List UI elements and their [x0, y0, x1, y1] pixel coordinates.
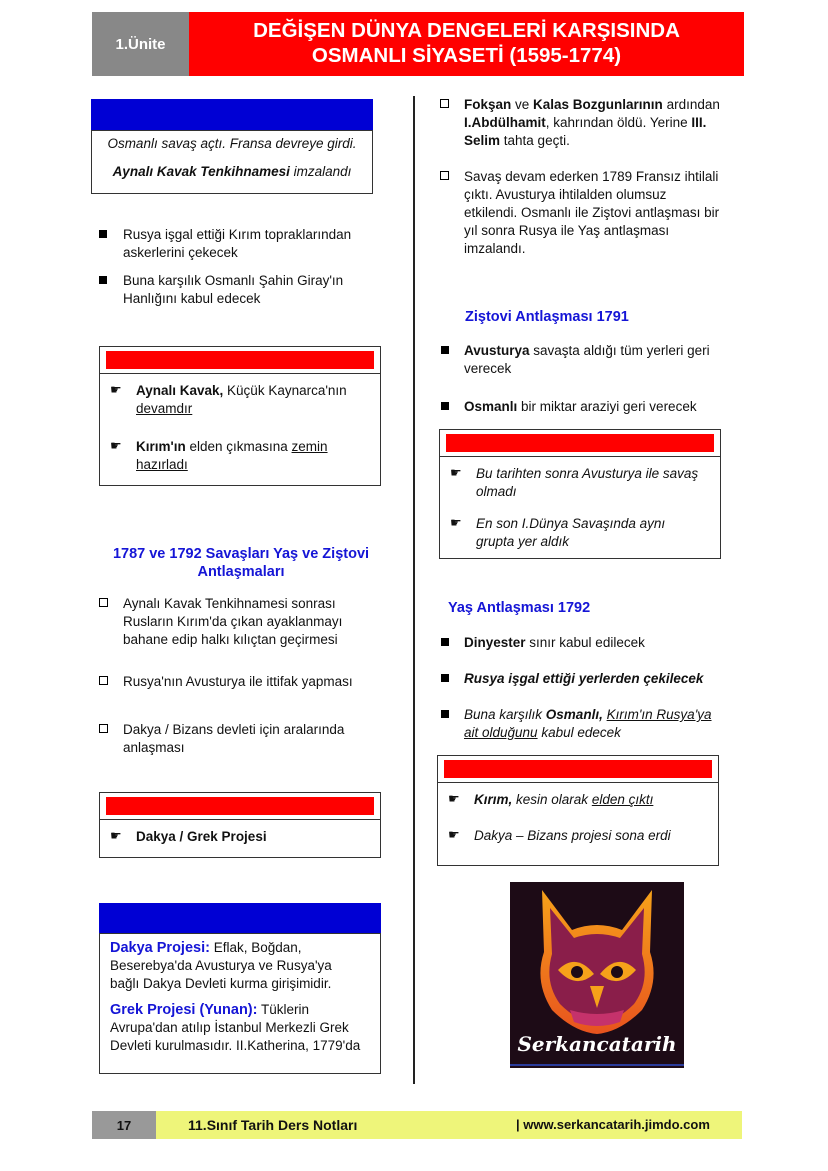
- zistovi-title: Ziştovi Antlaşması 1791: [465, 309, 629, 325]
- b1-text: ardından: [662, 97, 720, 112]
- list-item: [440, 634, 740, 652]
- info-box-3: [99, 792, 381, 858]
- list-item-line: Rusya işgal ettiği Kırım topraklarından: [123, 227, 352, 242]
- pointing-hand-icon: ☛: [448, 791, 460, 806]
- yas-item-text: sınır kabul edilecek: [525, 635, 645, 650]
- section-title-line: Antlaşmaları: [197, 564, 285, 580]
- unit-label: 1.Ünite: [92, 12, 189, 76]
- box3-item-text: Dakya / Grek Projesi: [136, 829, 267, 844]
- yas-item-underline: Kırım'ın Rusya'ya: [606, 707, 712, 722]
- yas-list: [440, 634, 740, 742]
- box5-line: olmadı: [476, 484, 517, 499]
- grek-line: Devleti kurulmasıdır. II.Katherina, 1779'da: [110, 1038, 361, 1053]
- b1-text: ve: [511, 97, 534, 112]
- page-number: 17: [92, 1111, 156, 1139]
- b1-bold: III.: [691, 115, 707, 130]
- zistovi-item-text: savaşta aldığı tüm yerleri geri: [529, 343, 710, 358]
- list-item-line: bahane edip halkı kılıçtan geçirmesi: [123, 632, 338, 647]
- box1-line2: [100, 163, 364, 181]
- grek-title: Grek Projesi (Yunan):: [110, 1002, 258, 1018]
- box2-item1-rest: Küçük Kaynarca'nın: [223, 383, 347, 398]
- list-item: [99, 595, 399, 649]
- logo-text: Serkancatarih: [517, 1032, 677, 1056]
- zistovi-item-bold: Avusturya: [464, 343, 530, 358]
- square-bullet-icon: [99, 276, 107, 284]
- list-item-line: Buna karşılık Osmanlı Şahin Giray'ın: [123, 273, 344, 288]
- grek-line: Avrupa'dan atılıp İstanbul Merkezli Grek: [110, 1020, 349, 1035]
- grek-text: Tüklerin: [257, 1002, 309, 1017]
- box1-line2-rest: imzalandı: [289, 164, 352, 179]
- square-bullet-icon: [441, 674, 449, 682]
- info-box-6: [437, 755, 719, 866]
- list-item: [440, 398, 740, 416]
- box2-item2-bold: Kırım'ın: [136, 439, 186, 454]
- box2-item-1: [100, 374, 380, 418]
- title-line-1: DEĞİŞEN DÜNYA DENGELERİ KARŞISINDA: [253, 19, 680, 42]
- box6-text: Dakya – Bizans projesi sona erdi: [474, 828, 671, 843]
- pointing-hand-icon: ☛: [110, 382, 122, 397]
- box2-item1-line2: devamdır: [136, 401, 193, 416]
- dakya-text: Eflak, Boğdan,: [209, 940, 302, 955]
- b1-bold: Selim: [464, 133, 501, 148]
- box5-item-2: [440, 501, 720, 551]
- red-header-bar: [106, 797, 374, 815]
- dakya-title: Dakya Projesi:: [110, 940, 210, 956]
- owl-logo: [510, 882, 684, 1068]
- square-bullet-icon: [441, 402, 449, 410]
- list-item: [440, 706, 740, 742]
- yas-item-text: kabul edecek: [537, 725, 621, 740]
- yas-title: Yaş Antlaşması 1792: [448, 600, 591, 616]
- b1-text: tahta geçti.: [500, 133, 570, 148]
- box6-text: kesin olarak: [512, 792, 592, 807]
- list-item-line: Rusların Kırım'da çıkan ayaklanmayı: [123, 614, 343, 629]
- bullet-list-2: [99, 595, 399, 757]
- list-item-line: Hanlığını kabul edecek: [123, 291, 261, 306]
- box6-underline: elden çıktı: [591, 792, 654, 807]
- box1-line2-bold: Aynalı Kavak Tenkihnamesi: [112, 164, 290, 179]
- hollow-square-bullet-icon: [99, 598, 108, 607]
- red-header-bar: [446, 434, 714, 452]
- yas-item-underline: ait olduğunu: [464, 725, 538, 740]
- bullet-list-1: [97, 226, 397, 308]
- list-item-line: verecek: [464, 361, 512, 376]
- info-box-5: [439, 429, 721, 559]
- b1-bold: I.Abdülhamit: [464, 115, 546, 130]
- list-item: [99, 721, 399, 757]
- box2-item2-underline: zemin: [291, 439, 328, 454]
- list-item: [440, 670, 740, 688]
- title-line-2: OSMANLI SİYASETİ (1595-1774): [311, 44, 622, 67]
- zistovi-item-text: bir miktar araziyi geri verecek: [517, 399, 697, 414]
- box6-item-2: [438, 809, 718, 845]
- zistovi-item-bold: Osmanlı: [464, 399, 518, 414]
- yas-item-bold: Dinyester: [464, 635, 526, 650]
- box5-line: En son I.Dünya Savaşında aynı: [476, 516, 666, 531]
- zistovi-list: [440, 342, 740, 416]
- list-item: [440, 168, 740, 258]
- hollow-square-bullet-icon: [440, 171, 449, 180]
- column-divider: [413, 96, 415, 1084]
- b1-bold: Fokşan: [464, 97, 512, 112]
- box5-line: grupta yer aldık: [476, 534, 570, 549]
- box6-item-1: [438, 783, 718, 809]
- list-item-line: Aynalı Kavak Tenkihnamesi sonrası: [123, 596, 336, 611]
- website-link[interactable]: | www.serkancatarih.jimdo.com: [516, 1117, 710, 1132]
- blue-header-bar: [99, 903, 381, 933]
- box5-item-1: [440, 457, 720, 501]
- square-bullet-icon: [441, 346, 449, 354]
- red-header-bar: [444, 760, 712, 778]
- list-item-line: imzalandı.: [464, 241, 526, 256]
- list-item: [97, 272, 397, 308]
- pointing-hand-icon: ☛: [450, 465, 462, 480]
- b1-text: , kahrından öldü. Yerine: [545, 115, 692, 130]
- list-item-line: askerlerini çekecek: [123, 245, 238, 260]
- course-name: 11.Sınıf Tarih Ders Notları: [188, 1117, 358, 1133]
- pointing-hand-icon: ☛: [110, 828, 122, 843]
- list-item: [97, 226, 397, 262]
- b1-bold: Kalas Bozgunlarının: [533, 97, 663, 112]
- dakya-line: Beserebya'da Avusturya ve Rusya'ya: [110, 958, 332, 973]
- list-item-line: Savaş devam ederken 1789 Fransız ihtilali: [464, 169, 719, 184]
- box1-line1: Osmanlı savaş açtı. Fransa devreye girdi.: [107, 136, 357, 151]
- red-header-bar: [106, 351, 374, 369]
- yas-item-text: Buna karşılık: [464, 707, 546, 722]
- box2-item-2: [100, 418, 380, 474]
- box6-bold: Kırım,: [474, 792, 513, 807]
- box5-line: Bu tarihten sonra Avusturya ile savaş: [476, 466, 699, 481]
- box2-item2-rest: elden çıkmasına: [185, 439, 292, 454]
- info-box-1: [91, 130, 373, 194]
- square-bullet-icon: [99, 230, 107, 238]
- footer-bar: [156, 1111, 742, 1139]
- yas-item-bold: Osmanlı,: [545, 707, 603, 722]
- pointing-hand-icon: ☛: [448, 827, 460, 842]
- list-item: [99, 673, 399, 691]
- box2-item2-line2: hazırladı: [136, 457, 188, 472]
- info-box-4: [99, 933, 381, 1074]
- hollow-square-bullet-icon: [99, 724, 108, 733]
- list-item-line: Dakya / Bizans devleti için aralarında: [123, 722, 345, 737]
- list-item-line: yıl sonra Rusya ile Yaş antlaşması: [464, 223, 670, 238]
- list-item-line: anlaşması: [123, 740, 185, 755]
- right-top-list: [440, 96, 740, 258]
- box3-item: [100, 820, 380, 846]
- page-title: [189, 12, 744, 76]
- section-title-wars: [96, 545, 386, 581]
- square-bullet-icon: [441, 638, 449, 646]
- logo-underline: [510, 1064, 684, 1066]
- list-item: [440, 96, 740, 150]
- blue-header-bar: [91, 99, 373, 130]
- dakya-line: bağlı Dakya Devleti kurma girişimidir.: [110, 976, 332, 991]
- list-item-line: Rusya'nın Avusturya ile ittifak yapması: [123, 674, 353, 689]
- pointing-hand-icon: ☛: [110, 438, 122, 453]
- hollow-square-bullet-icon: [99, 676, 108, 685]
- pointing-hand-icon: ☛: [450, 515, 462, 530]
- yas-item-text: Rusya işgal ettiği yerlerden çekilecek: [464, 671, 704, 686]
- box2-item1-bold: Aynalı Kavak,: [136, 383, 224, 398]
- info-box-2: [99, 346, 381, 486]
- square-bullet-icon: [441, 710, 449, 718]
- list-item-line: etkilendi. Osmanlı ile Ziştovi antlaşması bir: [464, 205, 720, 220]
- list-item: [440, 342, 740, 378]
- hollow-square-bullet-icon: [440, 99, 449, 108]
- section-title-line: 1787 ve 1792 Savaşları Yaş ve Ziştovi: [112, 546, 370, 562]
- list-item-line: çıktı. Avusturya ihtilalden olumsuz: [464, 187, 667, 202]
